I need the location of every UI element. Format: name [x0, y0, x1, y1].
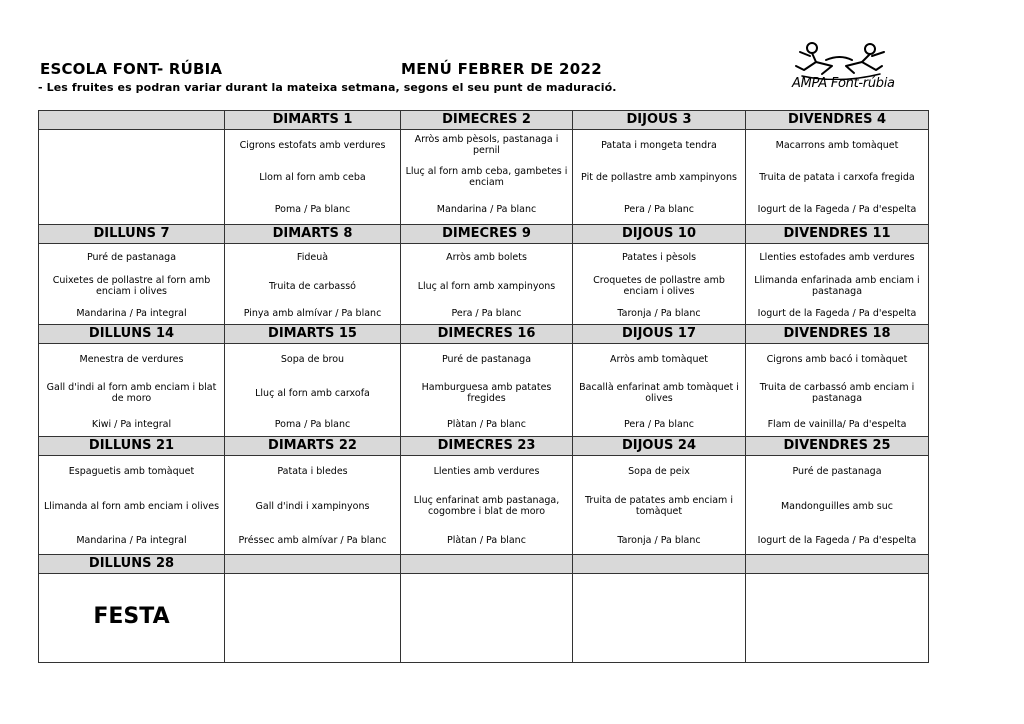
first-course-item: Patates i pèsols: [621, 251, 697, 263]
day-menu-cell: [225, 130, 401, 225]
second-course-item: Lluç al forn amb xampinyons: [417, 280, 556, 292]
dessert-item: Poma / Pa blanc: [274, 418, 351, 430]
fruit-note: - Les fruites es podran variar durant la mateixa setmana, segons el seu punt de maduració.: [38, 81, 617, 94]
dessert-item: Iogurt de la Fageda / Pa d'espelta: [757, 203, 917, 215]
dessert-item: Mandarina / Pa blanc: [436, 203, 537, 215]
second-course-item: Bacallà enfarinat amb tomàquet i olives: [579, 382, 739, 404]
second-course-item: Truita de carbassó: [269, 280, 356, 292]
second-course-item: Lluç al forn amb ceba, gambetes i enciam: [405, 166, 568, 188]
day-header: DIMECRES 16: [401, 325, 573, 344]
week-dishes-row: [39, 130, 929, 225]
first-course-item: Llenties estofades amb verdures: [759, 251, 915, 263]
second-course-item: Llimanda enfarinada amb enciam i pastanaga: [754, 275, 920, 297]
first-course-item: Patata i mongeta tendra: [601, 139, 717, 151]
first-course-item: Fideuà: [296, 251, 329, 263]
dessert-item: Plàtan / Pa blanc: [447, 534, 526, 546]
day-menu-cell: [39, 130, 225, 225]
second-course-item: Mandonguilles amb suc: [780, 500, 893, 512]
second-course-item: Gall d'indi al forn amb enciam i blat de moro: [46, 382, 217, 404]
day-menu-cell: [746, 244, 929, 325]
day-header: DIVENDRES 25: [746, 437, 929, 456]
dessert-item: Kiwi / Pa integral: [91, 418, 172, 430]
second-course-item: Llom al forn amb ceba: [259, 171, 366, 183]
week-header-row: [39, 437, 929, 456]
first-course-item: Arròs amb pèsols, pastanaga i pernil: [414, 134, 559, 156]
second-course-item: Cuixetes de pollastre al forn amb enciam i olives: [52, 275, 211, 297]
day-header: [746, 555, 929, 574]
dessert-item: Taronja / Pa blanc: [617, 307, 701, 319]
second-course-item: Gall d'indi i xampinyons: [255, 500, 370, 512]
day-menu-cell: [746, 344, 929, 437]
day-header: DIJOUS 3: [573, 111, 746, 130]
week-header-row: [39, 111, 929, 130]
day-header: DIMECRES 2: [401, 111, 573, 130]
first-course-item: Cigrons amb bacó i tomàquet: [766, 353, 908, 365]
dessert-item: Flam de vainilla/ Pa d'espelta: [767, 418, 907, 430]
ampa-logo: [782, 40, 898, 98]
first-course-item: Sopa de peix: [628, 465, 690, 477]
first-course-item: Espaguetis amb tomàquet: [68, 465, 195, 477]
menu-title: MENÚ FEBRER DE 2022: [401, 60, 602, 78]
day-header: DIMECRES 9: [401, 225, 573, 244]
day-menu-cell: [39, 244, 225, 325]
day-header: DILLUNS 28: [39, 555, 225, 574]
week-dishes-row: [39, 244, 929, 325]
day-header: DIJOUS 17: [573, 325, 746, 344]
second-course-item: Lluç al forn amb carxofa: [255, 387, 370, 399]
day-header: DIMARTS 15: [225, 325, 401, 344]
day-menu-cell: [746, 456, 929, 555]
dessert-item: Pera / Pa blanc: [451, 307, 522, 319]
first-course-item: Macarrons amb tomàquet: [775, 139, 899, 151]
first-course-item: Arròs amb bolets: [446, 251, 527, 263]
day-menu-cell: [401, 130, 573, 225]
first-course-item: Puré de pastanaga: [441, 353, 532, 365]
dessert-item: Pera / Pa blanc: [623, 418, 695, 430]
second-course-item: Llimanda al forn amb enciam i olives: [43, 500, 220, 512]
first-course-item: Cigrons estofats amb verdures: [239, 139, 386, 151]
day-menu-cell: [746, 130, 929, 225]
day-menu-cell: [39, 344, 225, 437]
day-menu-cell: [225, 456, 401, 555]
dancing-children-icon: [782, 40, 898, 80]
logo-text: AMPA Font-rúbia: [792, 76, 895, 91]
first-course-item: Llenties amb verdures: [433, 465, 540, 477]
dessert-item: Pera / Pa blanc: [623, 203, 695, 215]
day-header: DIMARTS 8: [225, 225, 401, 244]
day-menu-cell: [401, 344, 573, 437]
day-menu-cell: [573, 574, 746, 663]
day-header: DIJOUS 24: [573, 437, 746, 456]
dessert-item: Taronja / Pa blanc: [617, 534, 701, 546]
dessert-item: Mandarina / Pa integral: [76, 534, 187, 546]
week-header-row: [39, 225, 929, 244]
week-dishes-row: [39, 456, 929, 555]
day-menu-cell: [573, 344, 746, 437]
first-course-item: Puré de pastanaga: [86, 251, 177, 263]
day-menu-cell: [39, 574, 225, 663]
day-menu-cell: [401, 456, 573, 555]
second-course-item: Truita de carbassó amb enciam i pastanaga: [759, 382, 915, 404]
day-header: DILLUNS 21: [39, 437, 225, 456]
day-header: [39, 111, 225, 130]
day-header: [573, 555, 746, 574]
school-name: ESCOLA FONT- RÚBIA: [40, 60, 223, 78]
first-course-item: Puré de pastanaga: [792, 465, 882, 477]
dessert-item: Préssec amb almívar / Pa blanc: [238, 534, 387, 546]
dessert-item: Poma / Pa blanc: [274, 203, 351, 215]
second-course-item: Croquetes de pollastre amb enciam i olives: [593, 275, 725, 297]
day-header: DIMARTS 22: [225, 437, 401, 456]
day-menu-cell: [225, 344, 401, 437]
day-header: [401, 555, 573, 574]
first-course-item: Menestra de verdures: [79, 353, 184, 365]
day-header: DIVENDRES 18: [746, 325, 929, 344]
day-menu-cell: [573, 456, 746, 555]
day-header: DIMARTS 1: [225, 111, 401, 130]
day-menu-cell: [573, 244, 746, 325]
day-menu-cell: [39, 456, 225, 555]
day-menu-cell: [225, 574, 401, 663]
day-header: DIVENDRES 11: [746, 225, 929, 244]
day-menu-cell: [573, 130, 746, 225]
first-course-item: Patata i bledes: [277, 465, 348, 477]
day-header: DILLUNS 14: [39, 325, 225, 344]
day-menu-cell: [401, 574, 573, 663]
day-menu-cell: [401, 244, 573, 325]
dessert-item: Mandarina / Pa integral: [76, 307, 187, 319]
day-menu-cell: [746, 574, 929, 663]
menu-table: [38, 110, 929, 663]
festa-label: FESTA: [93, 604, 170, 629]
week-dishes-row: [39, 574, 929, 663]
day-header: DILLUNS 7: [39, 225, 225, 244]
second-course-item: Truita de patates amb enciam i tomàquet: [585, 495, 733, 517]
second-course-item: Pit de pollastre amb xampinyons: [581, 171, 737, 183]
dessert-item: Plàtan / Pa blanc: [447, 418, 526, 430]
second-course-item: Truita de patata i carxofa fregida: [759, 171, 915, 183]
first-course-item: Sopa de brou: [280, 353, 345, 365]
dessert-item: Iogurt de la Fageda / Pa d'espelta: [757, 307, 917, 319]
week-dishes-row: [39, 344, 929, 437]
second-course-item: Hamburguesa amb patates fregides: [421, 382, 552, 404]
first-course-item: Arròs amb tomàquet: [609, 353, 709, 365]
day-header: [225, 555, 401, 574]
day-header: DIJOUS 10: [573, 225, 746, 244]
week-header-row: [39, 555, 929, 574]
second-course-item: Lluç enfarinat amb pastanaga, cogombre i blat de moro: [413, 495, 560, 517]
week-header-row: [39, 325, 929, 344]
dessert-item: Iogurt de la Fageda / Pa d'espelta: [757, 534, 917, 546]
day-menu-cell: [225, 244, 401, 325]
dessert-item: Pinya amb almívar / Pa blanc: [243, 307, 382, 319]
day-header: DIMECRES 23: [401, 437, 573, 456]
day-header: DIVENDRES 4: [746, 111, 929, 130]
